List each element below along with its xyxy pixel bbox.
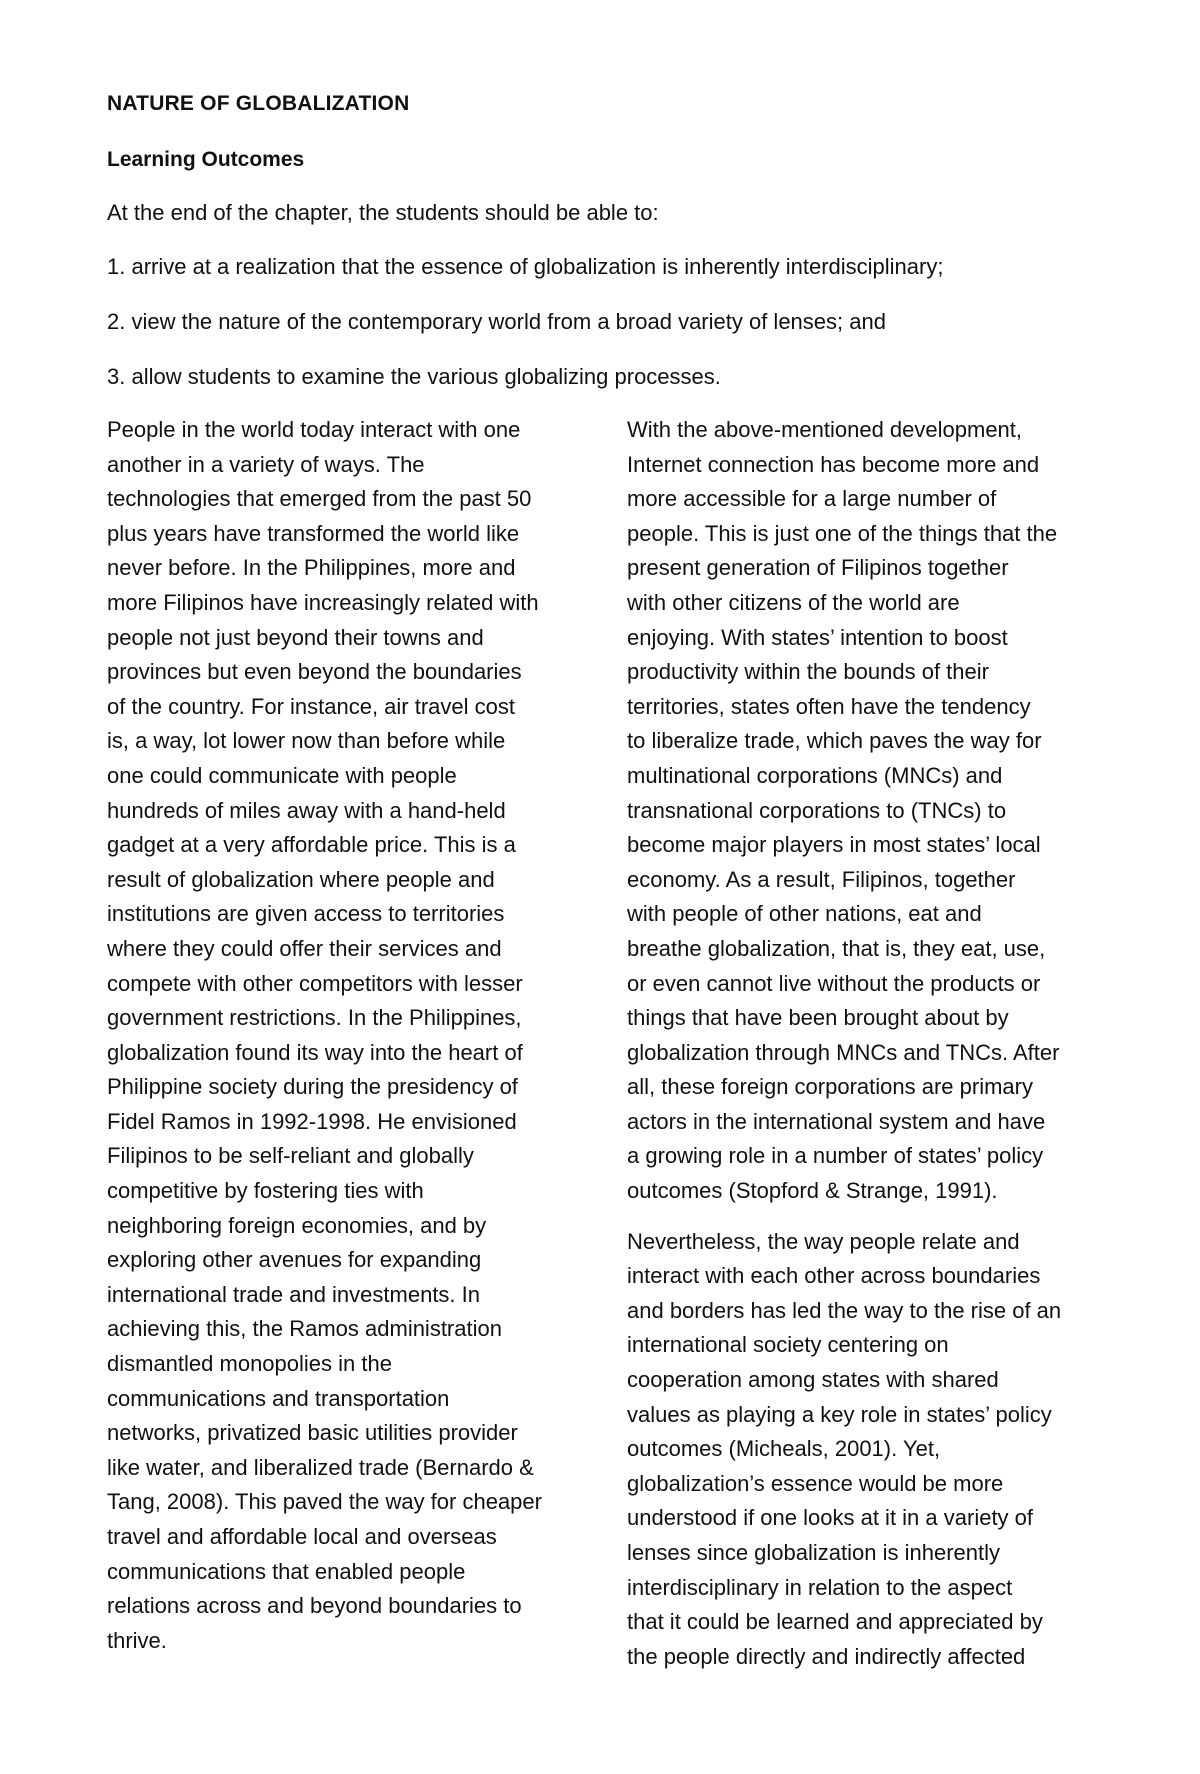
- text-line: communications that enabled people: [107, 1558, 466, 1584]
- text-line: where they could offer their services and: [107, 935, 502, 961]
- learning-outcome-item: 3. allow students to examine the various globalizing processes.: [107, 364, 721, 389]
- text-line: thrive.: [107, 1627, 167, 1653]
- text-line: interdisciplinary in relation to the aspect: [627, 1574, 1013, 1600]
- text-line: competitive by fostering ties with: [107, 1178, 424, 1204]
- text-line: actors in the international system and have: [627, 1108, 1046, 1134]
- text-line: values as playing a key role in states’ policy: [627, 1401, 1052, 1427]
- text-line: Nevertheless, the way people relate and: [627, 1228, 1020, 1254]
- right-column: [627, 413, 1097, 1674]
- text-line: and borders has led the way to the rise of an: [627, 1297, 1062, 1323]
- text-line: interact with each other across boundaries: [627, 1263, 1041, 1289]
- text-line: of the country. For instance, air travel cost: [107, 693, 515, 719]
- text-line: never before. In the Philippines, more and: [107, 555, 516, 581]
- text-line: all, these foreign corporations are primary: [627, 1074, 1033, 1100]
- text-line: Philippine society during the presidency of: [107, 1074, 518, 1100]
- text-line: multinational corporations (MNCs) and: [627, 762, 1003, 788]
- text-line: present generation of Filipinos together: [627, 555, 1009, 581]
- document-title: NATURE OF GLOBALIZATION: [107, 92, 410, 115]
- text-line: people. This is just one of the things that the: [627, 520, 1058, 546]
- paragraph-gap: [627, 1209, 1097, 1225]
- text-line: dismantled monopolies in the: [107, 1351, 392, 1377]
- text-line: cooperation among states with shared: [627, 1367, 999, 1393]
- text-line: networks, privatized basic utilities provider: [107, 1420, 518, 1446]
- text-line: territories, states often have the tendency: [627, 693, 1031, 719]
- text-line: more accessible for a large number of: [627, 486, 997, 512]
- text-line: the people directly and indirectly affected: [627, 1643, 1026, 1669]
- text-line: travel and affordable local and overseas: [107, 1524, 497, 1549]
- text-line: exploring other avenues for expanding: [107, 1247, 482, 1273]
- text-line: neighboring foreign economies, and by: [107, 1212, 487, 1238]
- text-line: institutions are given access to territories: [107, 901, 505, 927]
- text-line: or even cannot live without the products or: [627, 970, 1041, 996]
- text-line: Tang, 2008). This paved the way for cheaper: [107, 1489, 542, 1515]
- text-line: outcomes (Stopford & Strange, 1991).: [627, 1178, 998, 1204]
- learning-outcomes-list: [107, 254, 943, 419]
- learning-outcome-item: 1. arrive at a realization that the essence of globalization is inherently interdisciplinary;: [107, 254, 944, 279]
- text-line: with people of other nations, eat and: [627, 901, 982, 927]
- text-line: Fidel Ramos in 1992-1998. He envisioned: [107, 1108, 517, 1134]
- text-line: communications and transportation: [107, 1385, 450, 1411]
- text-line: more Filipinos have increasingly related with: [107, 589, 539, 615]
- text-line: people not just beyond their towns and: [107, 624, 484, 650]
- text-line: globalization through MNCs and TNCs. After: [627, 1039, 1060, 1065]
- text-line: economy. As a result, Filipinos, together: [627, 866, 1016, 892]
- text-line: productivity within the bounds of their: [627, 659, 989, 685]
- text-line: international trade and investments. In: [107, 1281, 481, 1307]
- section-heading: Learning Outcomes: [107, 148, 305, 171]
- text-line: lenses since globalization is inherently: [627, 1540, 1000, 1565]
- text-line: to liberalize trade, which paves the way for: [627, 728, 1042, 754]
- text-line: outcomes (Micheals, 2001). Yet,: [627, 1436, 941, 1462]
- text-line: Filipinos to be self-reliant and globally: [107, 1143, 474, 1169]
- text-line: is, a way, lot lower now than before while: [107, 728, 506, 754]
- text-line: one could communicate with people: [107, 762, 457, 788]
- text-line: relations across and beyond boundaries to: [107, 1593, 522, 1619]
- text-line: globalization’s essence would be more: [627, 1470, 1004, 1496]
- text-line: transnational corporations to (TNCs) to: [627, 797, 1007, 823]
- intro-text: At the end of the chapter, the students should be able to:: [107, 200, 659, 225]
- text-line: a growing role in a number of states’ policy: [627, 1143, 1044, 1169]
- text-line: provinces but even beyond the boundaries: [107, 659, 522, 685]
- text-line: another in a variety of ways. The: [107, 451, 425, 477]
- left-column-paragraph: [107, 413, 577, 1658]
- text-line: like water, and liberalized trade (Bernardo &: [107, 1454, 534, 1480]
- text-line: hundreds of miles away with a hand-held: [107, 797, 506, 823]
- text-line: international society centering on: [627, 1332, 949, 1358]
- text-line: achieving this, the Ramos administration: [107, 1316, 502, 1342]
- text-line: People in the world today interact with one: [107, 417, 521, 442]
- text-line: technologies that emerged from the past 50: [107, 486, 532, 512]
- text-line: with other citizens of the world are: [627, 589, 960, 615]
- text-line: things that have been brought about by: [627, 1005, 1009, 1031]
- text-line: gadget at a very affordable price. This is a: [107, 832, 516, 858]
- text-line: Internet connection has become more and: [627, 451, 1040, 477]
- right-column-paragraph-2: [627, 1225, 1097, 1675]
- text-line: government restrictions. In the Philippines,: [107, 1005, 522, 1031]
- text-line: breathe globalization, that is, they eat, use,: [627, 935, 1046, 961]
- learning-outcome-item: 2. view the nature of the contemporary world from a broad variety of lenses; and: [107, 309, 886, 334]
- text-line: result of globalization where people and: [107, 866, 495, 892]
- text-line: that it could be learned and appreciated by: [627, 1609, 1043, 1635]
- text-line: compete with other competitors with lesser: [107, 970, 523, 996]
- right-column-paragraph-1: [627, 413, 1097, 1209]
- text-line: become major players in most states’ local: [627, 832, 1041, 858]
- text-line: With the above-mentioned development,: [627, 417, 1023, 442]
- text-line: enjoying. With states’ intention to boost: [627, 624, 1008, 650]
- text-line: globalization found its way into the heart of: [107, 1039, 523, 1065]
- text-line: plus years have transformed the world like: [107, 520, 520, 546]
- text-line: understood if one looks at it in a variety of: [627, 1505, 1034, 1531]
